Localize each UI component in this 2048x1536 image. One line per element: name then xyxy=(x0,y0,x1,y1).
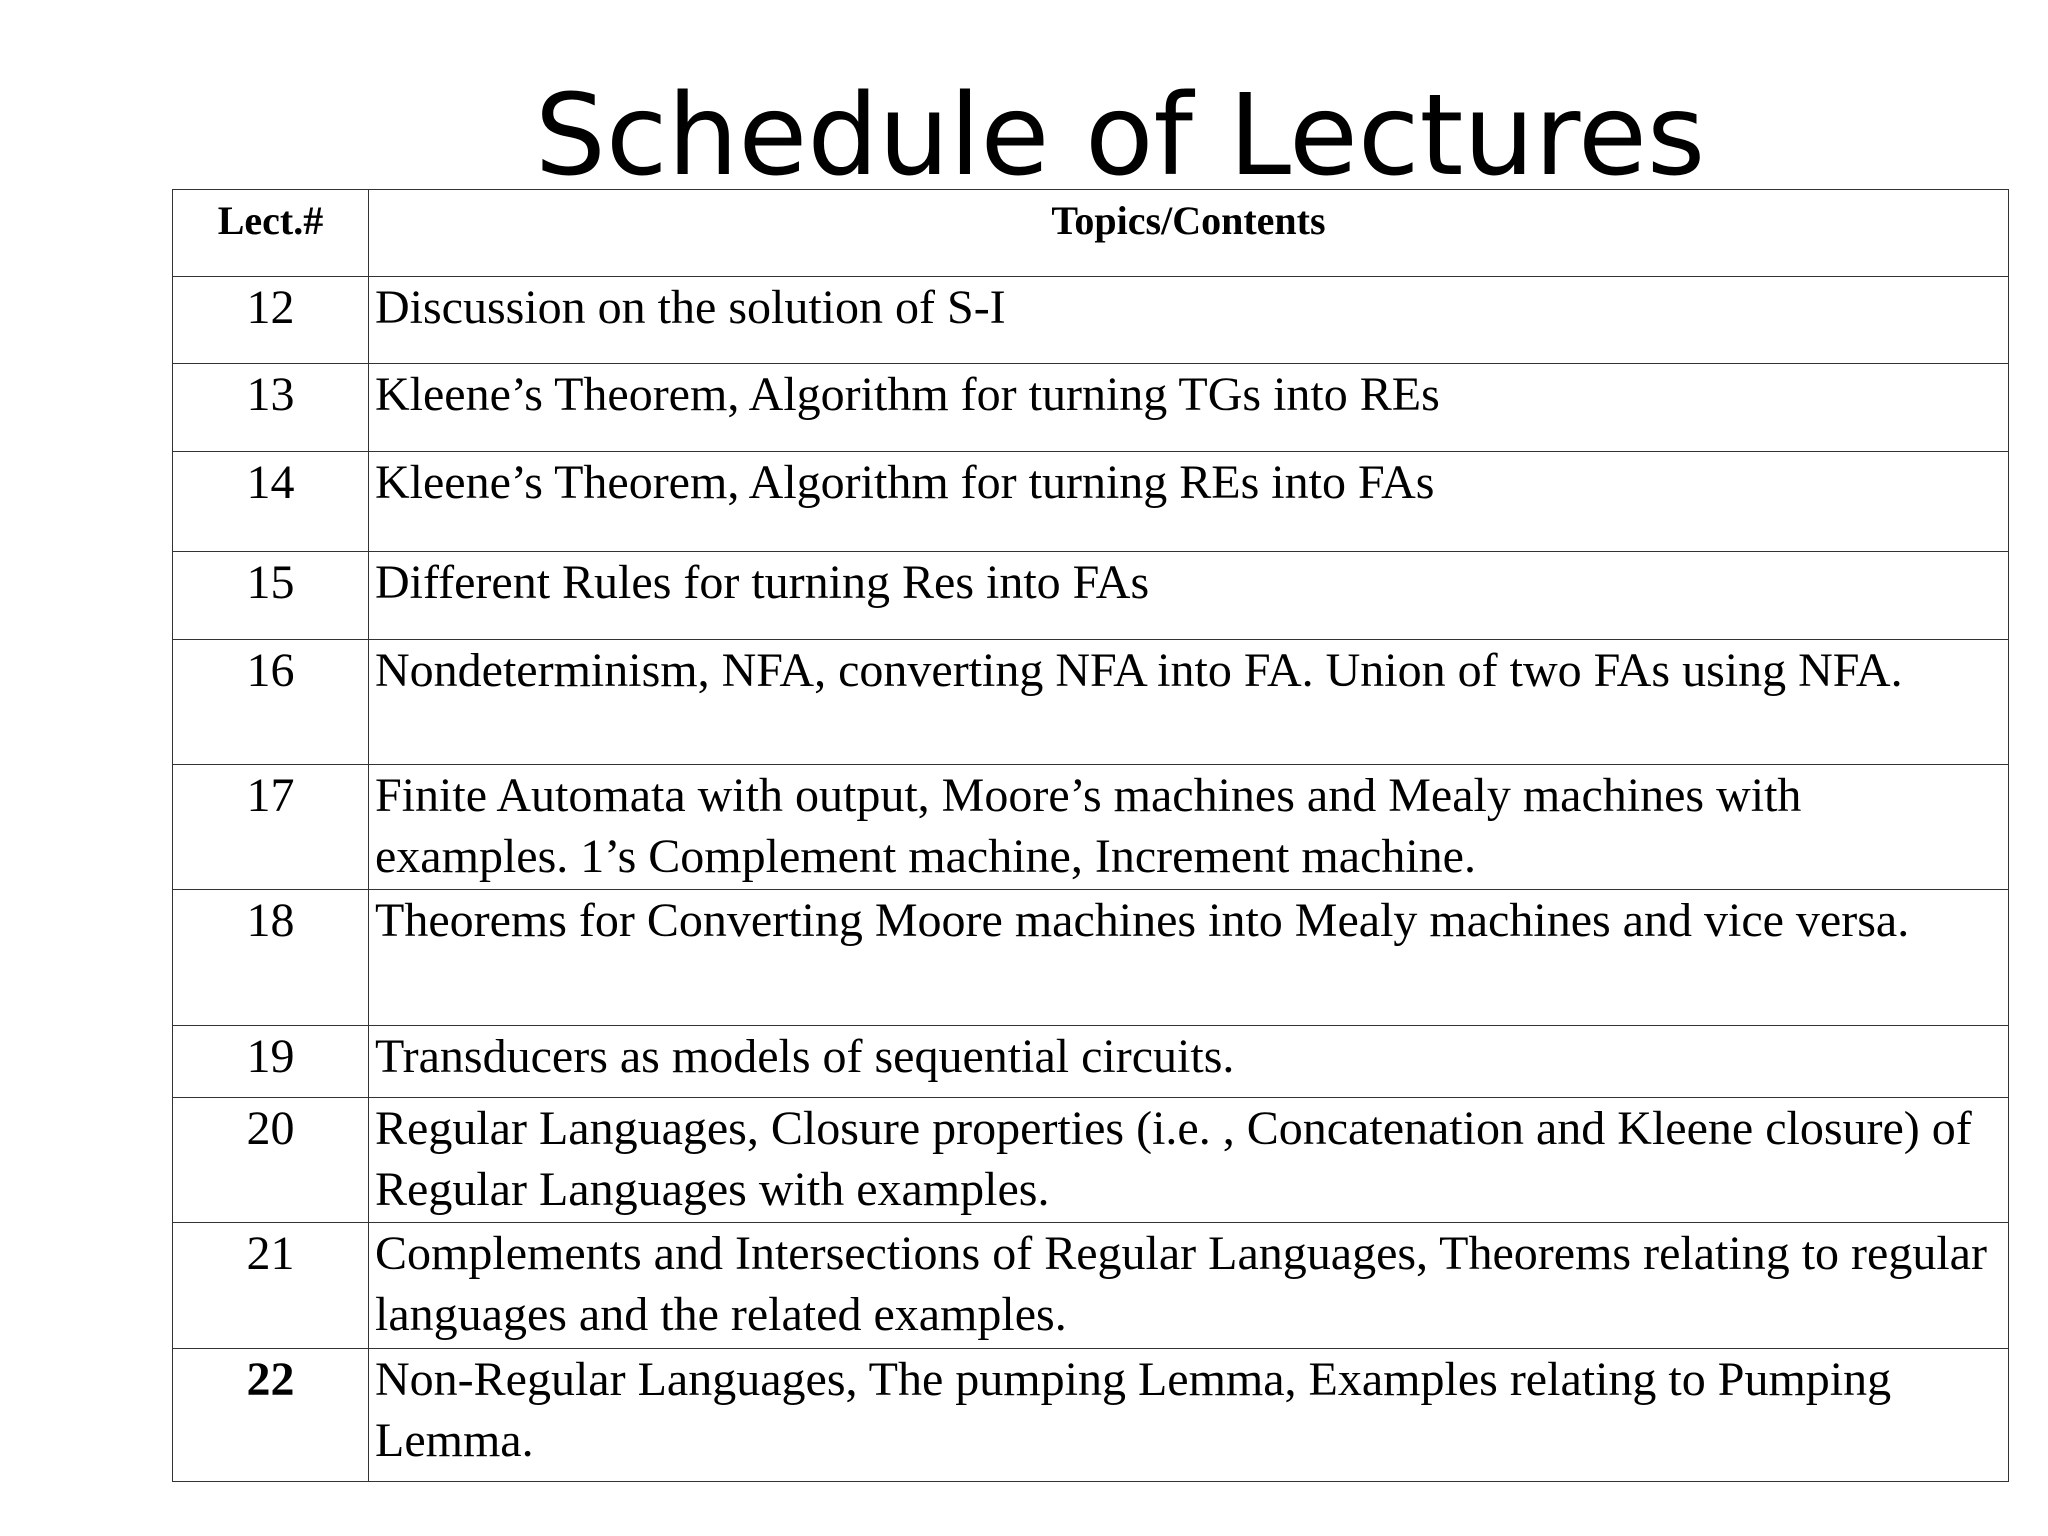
lecture-topic: Kleene’s Theorem, Algorithm for turning TGs into REs xyxy=(369,364,2009,452)
header-lecture-number: Lect.# xyxy=(173,190,369,277)
table-row xyxy=(173,277,2009,364)
lecture-number: 14 xyxy=(173,452,369,552)
lecture-number: 12 xyxy=(173,277,369,364)
lecture-topic: Non-Regular Languages, The pumping Lemma, Examples relating to Pumping Lemma. xyxy=(369,1349,2009,1482)
table-row xyxy=(173,452,2009,552)
lecture-number: 13 xyxy=(173,364,369,452)
table-row xyxy=(173,890,2009,1026)
table-row xyxy=(173,765,2009,890)
lecture-topic: Different Rules for turning Res into FAs xyxy=(369,552,2009,640)
table-row xyxy=(173,1098,2009,1223)
table-row xyxy=(173,364,2009,452)
lecture-topic: Finite Automata with output, Moore’s machines and Mealy machines with examples. 1’s Complement machine, Increment machine. xyxy=(369,765,2009,890)
lecture-number: 17 xyxy=(173,765,369,890)
page-title: Schedule of Lectures xyxy=(534,71,1706,201)
table-row xyxy=(173,1349,2009,1482)
lecture-number: 22 xyxy=(173,1349,369,1482)
table-header-row xyxy=(173,190,2009,277)
lecture-topic: Nondeterminism, NFA, converting NFA into FA. Union of two FAs using NFA. xyxy=(369,640,2009,765)
lecture-topic: Regular Languages, Closure properties (i.e. , Concatenation and Kleene closure) of Regular Languages with examples. xyxy=(369,1098,2009,1223)
table-row xyxy=(173,1223,2009,1349)
lecture-topic: Transducers as models of sequential circuits. xyxy=(369,1026,2009,1098)
lecture-number: 21 xyxy=(173,1223,369,1349)
lecture-topic: Theorems for Converting Moore machines into Mealy machines and vice versa. xyxy=(369,890,2009,1026)
lecture-topic: Kleene’s Theorem, Algorithm for turning REs into FAs xyxy=(369,452,2009,552)
table-row xyxy=(173,552,2009,640)
lecture-topic: Complements and Intersections of Regular Languages, Theorems relating to regular languages and the related examples. xyxy=(369,1223,2009,1349)
table-row xyxy=(173,1026,2009,1098)
lecture-schedule-table xyxy=(172,189,2009,1482)
lecture-number: 16 xyxy=(173,640,369,765)
lecture-number: 20 xyxy=(173,1098,369,1223)
header-topics: Topics/Contents xyxy=(369,190,2009,277)
lecture-number: 19 xyxy=(173,1026,369,1098)
table-row xyxy=(173,640,2009,765)
lecture-topic: Discussion on the solution of S-I xyxy=(369,277,2009,364)
lecture-number: 18 xyxy=(173,890,369,1026)
lecture-number: 15 xyxy=(173,552,369,640)
